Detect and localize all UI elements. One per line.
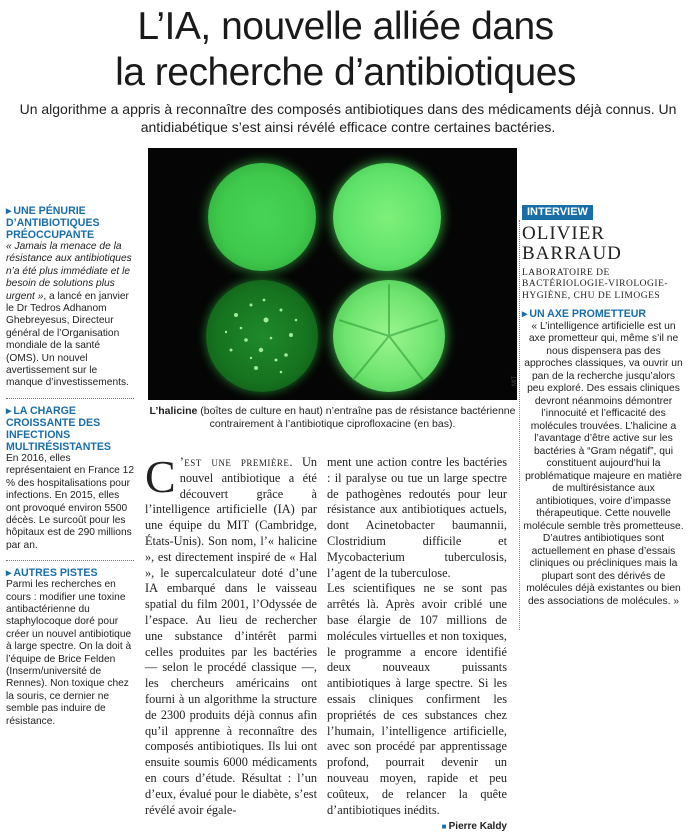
sidebar-heading: ▸ UNE PÉNURIE D’ANTIBIOTIQUES PRÉOCCUPANTE: [6, 205, 134, 241]
divider: [6, 560, 134, 561]
interview-box: [522, 205, 685, 608]
photo-credit: MIT: [512, 375, 518, 386]
sidebar-body: Parmi les recherches en cours : modifier une toxine antibactérienne du staphylocoque doré pour créer un nouvel antibiotique à large spectre. On la doit à l’équipe de Brice Felden (Inserm/université de Rennes). Non toxique chez la souris, ce dernier ne semble pas induire de résistance.: [6, 579, 132, 727]
article-text: Un nouvel antibiotique a été découvert grâce à l’intelligence artificielle (IA) par une équipe du MIT (Cambridge, États-Unis). Son nom, l’« halicine », est directement inspiré de « Hal », le supercalculateur doté d’une IA embarqué dans le vaisseau spatial du film 2001, l’Odyssée de l’espace. Au lieu de rechercher une substance d’intérêt parmi celles produites par les bactéries — selon le procédé classique —, les chercheurs américains ont fourni à un algorithme la structure de 2300 produits déjà connus afin qu’il apprenne à reconnaître des composés antibiotiques. Ils lui ont ensuite soumis 6000 médicaments en cours d’étude. Résultat : l’un d’eux, évalué pour le diabète, s’est révélé avoir égale-: [145, 455, 318, 817]
petri-dish-photo: [148, 148, 517, 400]
sidebar-section-shortage: [6, 205, 134, 390]
article-text: ment une action contre les bactéries : il paralyse ou tue un large spectre de pathogènes redoutés pour leur résistance aux antibiotiques actuels, dont Acinetobacter baumannii, Clostridium difficile et Mycobacterium tuberculosis, l’agent de la tuberculose.: [327, 455, 507, 580]
interview-quote: « L’intelligence artificielle est un axe prometteur qui, même s’il ne nous dispensera pas des approches classiques, va ouvrir un pan de la recherche jusqu’alors peu exploré. Des essais cliniques devront néanmoins démontrer l’innocuité et l’efficacité des molécules trouvées. L’halicine a l’avantage d’être active sur les bactéries à “Gram négatif”, qui constituent aujourd’hui la problématique majeure en matière de multirésistance aux antibiotiques, voire d’impasse thérapeutique. Cette nouvelle molécule semble très prometteuse. D’autres antibiotiques sont actuellement en phase d’essais cliniques ou précliniques mais la plupart sont des dérivés de molécules déjà existantes ou bien des associations de molécules. »: [523, 320, 684, 607]
interviewee-name: [522, 224, 685, 264]
article-column-1: [145, 451, 318, 818]
sidebar-heading: ▸ AUTRES PISTES: [6, 567, 134, 579]
sidebar-body: , a lancé en janvier le Dr Tedros Adhanom Ghebreyesus, Directeur général de l’Organisation mondiale de la santé (OMS). Un nouvel avertissement sur le manque d’investissements.: [6, 290, 129, 389]
article-column-2: [327, 455, 507, 835]
sidebar-section-other: [6, 567, 134, 728]
interviewee-affiliation: LABORATOIRE DE BACTÉRIOLOGIE-VIROLOGIE-HYGIÈNE, CHU DE LIMOGES: [522, 267, 669, 301]
drop-cap: C: [145, 451, 176, 502]
interview-subhead: ▸ UN AXE PROMETTEUR: [522, 308, 685, 321]
dish-bottom-right: [333, 280, 445, 392]
caption-text: (boîtes de culture en haut) n’entraîne pas de résistance bactérienne contrairement à l’antibiotique ciprofloxacine (en bas).: [197, 405, 516, 430]
sidebar-heading: ▸ LA CHARGE CROISSANTE DES INFECTIONS MULTIRÉSISTANTES: [6, 405, 134, 453]
article-lead: ’est une première.: [179, 455, 293, 469]
sidebar-section-infections: [6, 405, 134, 552]
interview-badge: INTERVIEW: [522, 205, 593, 220]
article-text: Les scientifiques ne se sont pas arrêtés là. Après avoir criblé une base élargie de 107 millions de molécules virtuelles et non toxiques, le programme a encore identifié deux nouveaux puissants antibiotiques à large spectre. Si les essais cliniques confirment les propriétés de ces substances chez l’humain, l’intelligence artificielle, avec son procédé par apprentissage profond, pourrait devenir un nouveau moyen, rapide et peu coûteux, de relancer la quête d’antibiotiques inédits.: [327, 581, 507, 817]
headline-line-1: L’IA, nouvelle alliée dans: [137, 5, 554, 48]
sidebar-quote: « Jamais la menace de la résistance aux antibiotiques n’a été plus immédiate et le besoin de solutions plus urgent »: [6, 241, 132, 302]
column-rule: [519, 220, 520, 630]
headline-line-2: la recherche d’antibiotiques: [115, 51, 576, 94]
photo-caption: [148, 405, 517, 431]
name-last: BARRAUD: [522, 242, 622, 264]
dish-bottom-left: [206, 280, 318, 392]
byline: ■ Pierre Kaldy: [442, 821, 507, 832]
divider: [6, 398, 134, 399]
sidebar-left: [6, 205, 134, 736]
sidebar-body: En 2016, elles représentaient en France 12 % des hospitalisations pour infections. En 2015, elles ont provoqué environ 5500 décès. Le surcoût pour les hôpitaux est de 290 millions par an.: [6, 452, 134, 551]
headline: [0, 4, 691, 96]
dish-top-left: [208, 163, 316, 271]
dish-top-right: [333, 163, 441, 271]
standfirst: Un algorithme a appris à reconnaître des composés antibiotiques dans des médicaments déjà connus. Un antidiabétique s’est ainsi révélé efficace contre certaines bactéries.: [19, 101, 677, 135]
name-first: OLIVIER: [522, 222, 605, 244]
caption-bold: L’halicine: [149, 405, 198, 417]
